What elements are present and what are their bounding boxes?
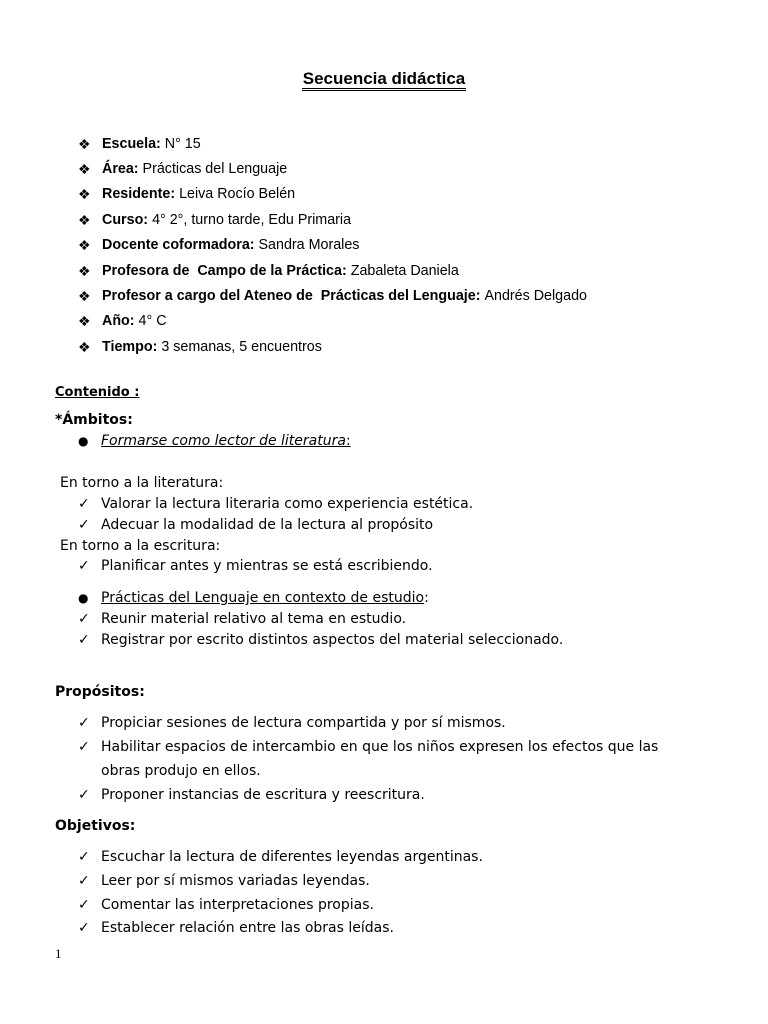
check-icon: ✓	[78, 897, 90, 913]
list-item: ✓ Establecer relación entre las obras leídas.	[78, 920, 394, 936]
diamond-bullet-icon: ❖	[78, 161, 91, 178]
page-number: 1	[55, 946, 62, 961]
list-item: ✓ Propiciar sesiones de lectura compartida y por sí mismos.	[78, 715, 506, 731]
check-icon: ✓	[78, 873, 90, 889]
check-icon: ✓	[78, 849, 90, 865]
check-icon: ✓	[78, 739, 90, 755]
diamond-bullet-icon: ❖	[78, 288, 91, 305]
literatura-heading: En torno a la literatura:	[60, 475, 224, 491]
info-item-profesora: ❖ Profesora de Campo de la Práctica: Zabaleta Daniela	[78, 262, 459, 279]
diamond-bullet-icon: ❖	[78, 338, 91, 355]
list-item: ✓ Leer por sí mismos variadas leyendas.	[78, 873, 370, 889]
list-item: ✓ Registrar por escrito distintos aspectos del material seleccionado.	[78, 632, 564, 648]
info-item-residente: ❖ Residente: Leiva Rocío Belén	[78, 186, 296, 203]
list-item: ✓ Reunir material relativo al tema en estudio.	[78, 611, 407, 627]
diamond-bullet-icon: ❖	[78, 262, 91, 279]
info-item-anio: ❖ Año: 4° C	[78, 313, 167, 330]
check-icon: ✓	[78, 517, 90, 533]
info-item-tiempo: ❖ Tiempo: 3 semanas, 5 encuentros	[78, 338, 322, 355]
check-icon: ✓	[78, 496, 90, 512]
list-item: ✓ Comentar las interpretaciones propias.	[78, 897, 374, 913]
info-item-profesor: ❖ Profesor a cargo del Ateneo de Prácticas del Lenguaje: Andrés Delgado	[78, 288, 587, 305]
list-item: ✓ Proponer instancias de escritura y reescritura.	[78, 787, 425, 803]
list-item: ✓ Adecuar la modalidad de la lectura al propósito	[78, 517, 434, 533]
diamond-bullet-icon: ❖	[78, 211, 91, 228]
check-icon: ✓	[78, 558, 90, 574]
check-icon: ✓	[78, 787, 90, 803]
check-icon: ✓	[78, 611, 90, 627]
list-item: ✓ Habilitar espacios de intercambio en que los niños expresen los efectos que las	[78, 739, 659, 755]
check-icon: ✓	[78, 920, 90, 936]
objetivos-heading: Objetivos:	[55, 818, 136, 834]
contenido-heading: Contenido :	[55, 385, 140, 400]
info-list	[78, 131, 587, 360]
info-item-curso: ❖ Curso: 4° 2°, turno tarde, Edu Primaria	[78, 211, 352, 228]
list-item-continuation: obras produjo en ellos.	[101, 763, 261, 779]
ambitos-heading: *Ámbitos:	[55, 412, 133, 428]
diamond-bullet-icon: ❖	[78, 186, 91, 203]
bullet-icon: ●	[78, 434, 89, 448]
escritura-heading: En torno a la escritura:	[60, 538, 221, 554]
ambito-bullet-estudio: ● Prácticas del Lenguaje en contexto de estudio :	[78, 590, 429, 606]
diamond-bullet-icon: ❖	[78, 237, 91, 254]
check-icon: ✓	[78, 632, 90, 648]
ambito-bullet-literatura: ● Formarse como lector de literatura :	[78, 433, 351, 449]
list-item: ✓ Planificar antes y mientras se está escribiendo.	[78, 558, 433, 574]
list-item: ✓ Valorar la lectura literaria como experiencia estética.	[78, 496, 474, 512]
propositos-heading: Propósitos:	[55, 684, 145, 700]
diamond-bullet-icon: ❖	[78, 135, 91, 152]
bullet-icon: ●	[78, 591, 89, 605]
info-item-escuela: ❖ Escuela: N° 15	[78, 135, 201, 152]
info-item-area: ❖ Área: Prácticas del Lenguaje	[78, 161, 288, 178]
page-title: Secuencia didáctica	[0, 69, 768, 91]
check-icon: ✓	[78, 715, 90, 731]
info-item-docente: ❖ Docente coformadora: Sandra Morales	[78, 237, 360, 254]
diamond-bullet-icon: ❖	[78, 313, 91, 330]
list-item: ✓ Escuchar la lectura de diferentes leyendas argentinas.	[78, 849, 483, 865]
